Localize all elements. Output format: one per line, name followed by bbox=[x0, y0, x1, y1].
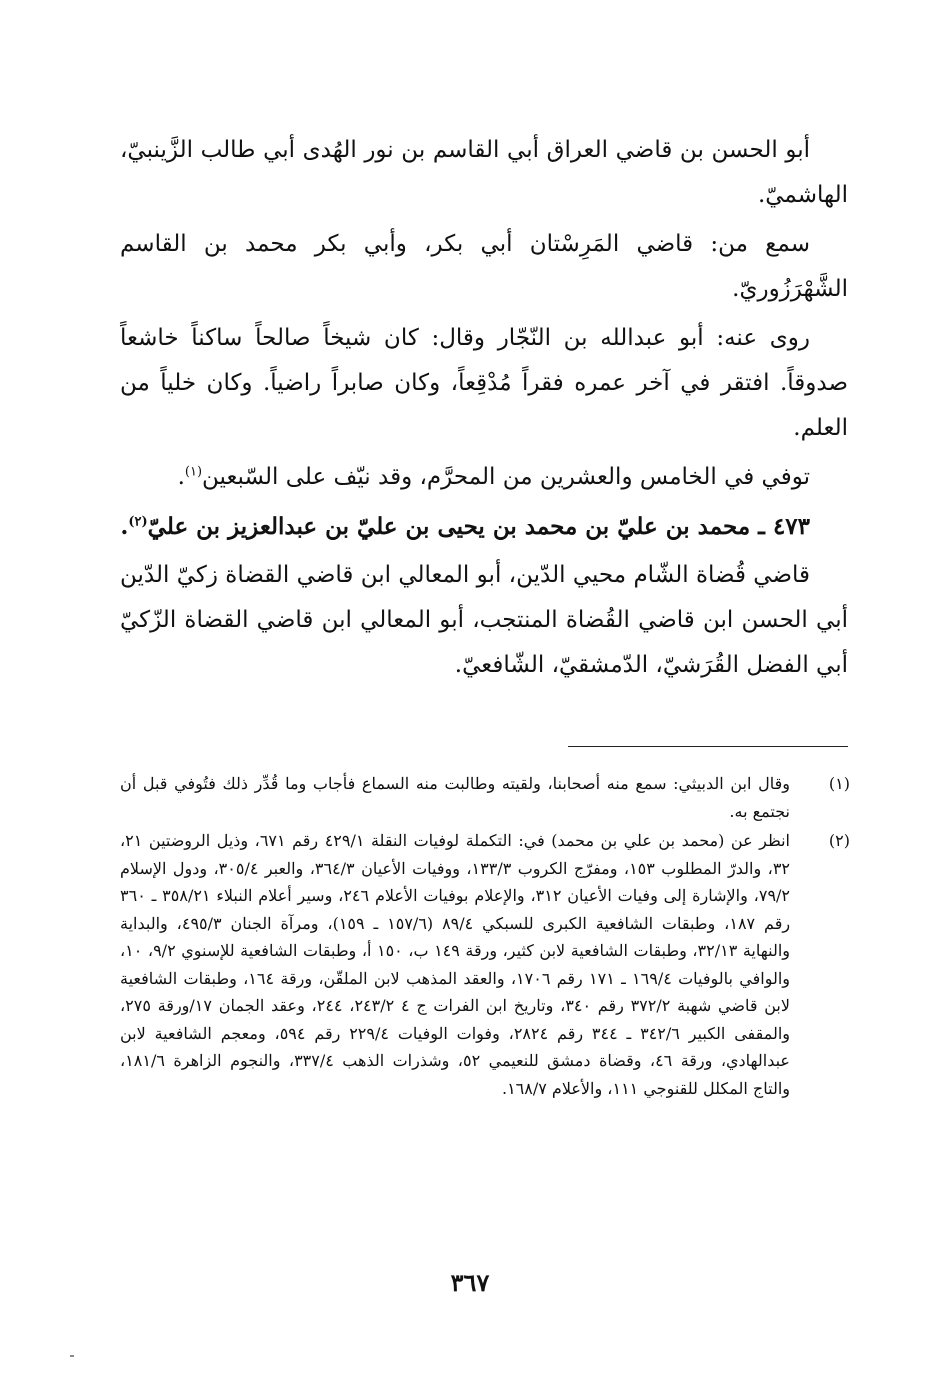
page-number: ٣٦٧ bbox=[450, 1268, 490, 1297]
footnote-ref-2: (٢) bbox=[128, 514, 148, 530]
entry-end: . bbox=[120, 513, 129, 540]
footnote-1 bbox=[120, 770, 850, 825]
entry-heading bbox=[120, 504, 848, 549]
death-end: . bbox=[177, 464, 185, 490]
footnote-2 bbox=[120, 827, 850, 1102]
footnotes bbox=[120, 770, 850, 1104]
footnote-text: وقال ابن الدبيثي: سمع منه أصحابنا، ولقيته وطالبت منه السماع فأجاب وما قُدِّر ذلك فتُوفي قبل أن نجتمع به. bbox=[120, 774, 790, 821]
footnote-number: (٢) bbox=[828, 831, 850, 850]
footnote-text: انظر عن (محمد بن علي بن محمد) في: التكملة لوفيات النقلة ٤٢٩/١ رقم ٦٧١، وذيل الروضتين ٢١، ٣٢، والدرّ المطلوب ١٥٣، ومفرّج الكروب ١٣٣/٣، ووفيات الأعيان ٣٦٤/٣، والعبر ٣٠٥/٤، ودول الإسلام ٧٩/٢، والإشارة إلى وفيات الأعيان ٣١٢، والإعلام بوفيات الأعلام ٢٤٦، وسير أعلام النبلاء ٣٥٨/٢١ ـ ٣٦٠ رقم ١٨٧، وطبقات الشافعية الكبرى للسبكي ٨٩/٤ (١٥٧/٦ ـ ١٥٩)، ومرآة الجنان ٤٩٥/٣، والبداية والنهاية ٣٢/١٣، وطبقات الشافعية لابن كثير، ورقة ١٤٩ ب، ١٥٠ أ، وطبقات الشافعية للإسنوي ٩/٢، ١٠، والوافي بالوفيات ١٦٩/٤ ـ ١٧١ رقم ١٧٠٦، والعقد المذهب لابن الملقّن، ورقة ١٦٤، وطبقات الشافعية لابن قاضي شهبة ٣٧٢/٢ رقم ٣٤٠، وتاريخ ابن الفرات ج ٤ ٢٤٣/٢، ٢٤٤، وعقد الجمان ١٧/ورقة ٢٧٥، والمقفى الكبير ٣٤٢/٦ ـ ٣٤٤ رقم ٢٨٢٤، وفوات الوفيات ٢٢٩/٤ رقم ٥٩٤، ومعجم الشافعية لابن عبدالهادي، ورقة ٤٦، وقضاة دمشق للنعيمي ٥٢، وشذرات الذهب ٣٣٧/٤، والنجوم الزاهرة ١٨١/٦، والتاج المكلل للقنوجي ١١١، والأعلام ١٦٨/٧. bbox=[120, 831, 791, 1098]
footnote-number: (١) bbox=[828, 774, 850, 793]
entry-title: ٤٧٣ ـ محمد بن عليّ بن محمد بن يحيى بن عليّ بن عبدالعزيز بن عليّ bbox=[147, 513, 810, 540]
footnote-divider bbox=[568, 746, 848, 747]
paragraph-teachers: سمع من: قاضي المَرِسْتان أبي بكر، وأبي بكر محمد بن القاسم الشَّهْرَزُوريّ. bbox=[120, 231, 848, 302]
paragraph-lineage: أبو الحسن بن قاضي العراق أبي القاسم بن نور الهُدى أبي طالب الزَّينبيّ، الهاشميّ. bbox=[120, 137, 848, 208]
paragraph-biography: قاضي قُضاة الشّام محيي الدّين، أبو المعالي ابن قاضي القضاة زكيّ الدّين أبي الحسن ابن قاضي القُضاة المنتجب، أبو المعالي ابن قاضي القضاة الزّكيّ أبي الفضل القُرَشيّ، الدّمشقيّ، الشّافعيّ. bbox=[120, 562, 848, 678]
scan-mark bbox=[70, 1355, 74, 1357]
death-text: توفي في الخامس والعشرين من المحرَّم، وقد نيّف على السّبعين bbox=[202, 464, 810, 490]
footnote-ref-1: (١) bbox=[184, 464, 203, 480]
paragraph-death bbox=[120, 455, 848, 500]
main-text bbox=[120, 128, 848, 692]
paragraph-students: روى عنه: أبو عبدالله بن النّجّار وقال: كان شيخاً صالحاً ساكناً خاشعاً صدوقاً. افتقر في آخر عمره فقراً مُدْقِعاً، وكان صابراً راضياً. وكان خلياً من العلم. bbox=[120, 325, 848, 441]
